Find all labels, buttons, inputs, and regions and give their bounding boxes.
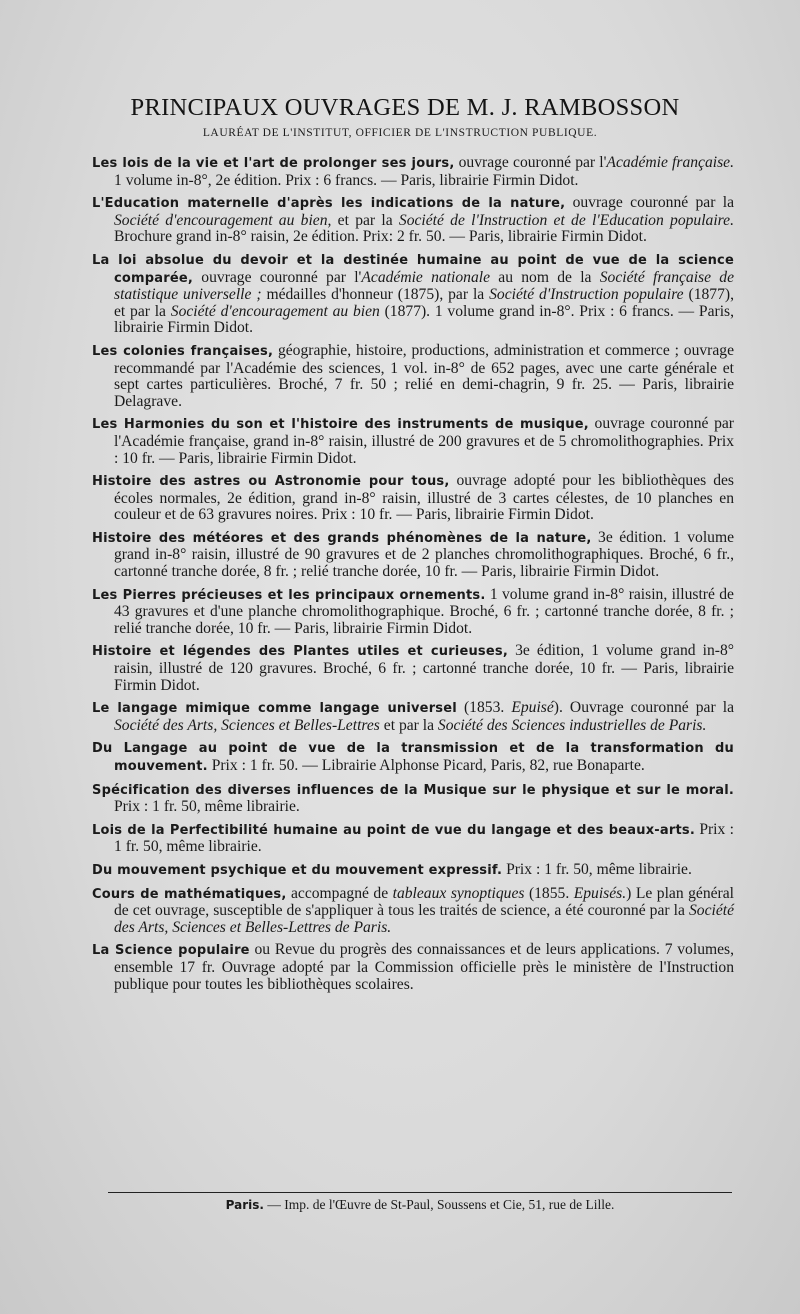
work-detail-italic: Société des Arts, Sciences et Belles-Lettres — [114, 716, 380, 734]
work-detail-italic: Académie nationale — [361, 268, 491, 286]
work-detail-italic: Société de l'Instruction et de l'Education populaire. — [398, 211, 734, 229]
work-detail: géographie, histoire, productions, administration et commerce ; ouvrage recommandé par l'Académie des sciences, 1 vol. in-8° de 652 pages, avec une carte générale et sept cartes particulières. Broché, 7 fr. 50 ; relié en demi-chagrin, 9 fr. 25. — Paris, librairie Delagrave. — [114, 341, 734, 410]
work-detail: 3e édition. 1 volume grand in-8° raisin, illustré de 90 gravures et de 2 planches chromolithographiques. Broché, 6 fr., cartonné tranche dorée, 8 fr. ; relié tranche dorée, 10 fr. — Paris, librairie Firmin Didot. — [114, 528, 735, 581]
work-detail-italic: Académie française. — [606, 154, 734, 171]
work-detail: Prix : 1 fr. 50, même librairie. — [502, 860, 692, 878]
work-detail-italic: tableaux synoptiques — [392, 884, 525, 902]
work-detail: ouvrage couronné par l'Académie française, grand in-8° raisin, illustré de 200 gravures et de 5 chromolithographies. Prix : 10 fr. — Paris, librairie Firmin Didot. — [114, 415, 734, 467]
work-entry — [92, 700, 734, 734]
work-detail: Prix : 1 fr. 50, même librairie. — [114, 798, 300, 816]
work-detail-italic: Société des Sciences industrielles de Paris. — [437, 716, 707, 734]
work-detail: ou Revue du progrès des connaissances et de leurs applications. 7 volumes, ensemble 17 fr. Ouvrage adopté par la Commission officielle près le ministère de l'Instruction publique pour toutes les bibliothèques scolaires. — [114, 941, 735, 993]
work-detail: au nom de la — [490, 268, 600, 286]
work-entry — [92, 530, 734, 581]
work-title: La Science populaire — [92, 943, 250, 959]
work-title: Les lois de la vie et l'art de prolonger ses jours, — [92, 156, 455, 171]
work-detail-italic: Epuisé — [511, 699, 554, 717]
work-entry — [92, 822, 734, 856]
work-entry — [92, 886, 734, 937]
work-entry — [92, 195, 734, 246]
imprint-city: Paris. — [225, 1198, 264, 1212]
work-detail: Brochure grand in-8° raisin, 2e édition. Prix: 2 fr. 50. — Paris, librairie Firmin Didot. — [114, 228, 647, 246]
work-title: Spécification des diverses influences de la Musique sur le physique et sur le moral. — [92, 782, 734, 798]
work-detail-italic: Société d'encouragement au bien, — [114, 211, 332, 229]
work-detail: ). Ouvrage couronné par la — [553, 699, 734, 717]
work-entry — [92, 416, 734, 467]
page-subtitle: LAURÉAT DE L'INSTITUT, OFFICIER DE L'INSTRUCTION PUBLIQUE. — [202, 127, 598, 139]
works-list — [92, 155, 734, 999]
work-entry — [92, 643, 734, 694]
work-entry — [92, 587, 734, 638]
work-title: Les Pierres précieuses et les principaux ornements. — [92, 587, 486, 603]
work-detail: (1877). 1 volume grand in-8°. Prix : 6 francs. — Paris, librairie Firmin Didot. — [114, 302, 734, 337]
work-detail: et par la — [331, 211, 399, 229]
work-title: Lois de la Perfectibilité humaine au point de vue du langage et des beaux-arts. — [92, 822, 695, 838]
work-detail-italic: Société d'encouragement au bien — [170, 302, 380, 320]
work-title: Du Langage au point de vue de la transmission et de la transformation du mouvement. — [92, 741, 734, 774]
work-detail: Prix : 1 fr. 50. — Librairie Alphonse Picard, Paris, 82, rue Bonaparte. — [207, 757, 645, 774]
work-entry — [92, 155, 734, 189]
work-detail: ouvrage couronné par l' — [193, 268, 362, 286]
work-title: Du mouvement psychique et du mouvement expressif. — [92, 862, 503, 878]
work-detail: ) Le plan général de cet ouvrage, susceptible de s'appliquer à tous les traités de science, a été couronné par la — [114, 884, 735, 920]
work-title: Le langage mimique comme langage universel — [92, 701, 457, 717]
work-detail: et par la — [379, 716, 438, 734]
work-entry — [92, 942, 734, 993]
work-detail: 3e édition, 1 volume grand in-8° raisin, illustré de 120 gravures. Broché, 6 fr. ; cartonné tranche dorée, 10 fr. — Paris, librairie Firmin Didot. — [114, 642, 734, 694]
work-detail: (1855. — [524, 884, 574, 902]
printer-imprint — [108, 1197, 732, 1213]
work-detail-italic: Epuisés. — [573, 884, 627, 902]
work-detail: accompagné de — [286, 884, 393, 902]
work-detail-italic: Société des Arts, Sciences et Belles-Lettres de Paris. — [114, 902, 734, 936]
work-detail: 1 volume in-8°, 2e édition. Prix : 6 francs. — Paris, librairie Firmin Didot. — [114, 171, 579, 189]
work-title: Les colonies françaises, — [92, 343, 274, 359]
work-title: Histoire des météores et des grands phénomènes de la nature, — [92, 530, 592, 546]
work-detail: ouvrage couronné par la — [565, 194, 734, 212]
work-detail: 1 volume grand in-8° raisin, illustré de 43 gravures et d'une planche chromolithographique. Broché, 6 fr. ; cartonné tranche dorée, 8 fr. ; relié tranche dorée, 10 fr. — Paris, librairie Firmin Didot. — [114, 585, 734, 637]
work-entry — [92, 740, 734, 775]
work-title: La loi absolue du devoir et la destinée humaine au point de vue de la science comparée, — [92, 252, 734, 286]
work-detail-italic: Société française de statistique universelle ; — [114, 268, 735, 304]
work-entry — [92, 862, 734, 880]
work-detail: ouvrage couronné par l' — [454, 154, 607, 171]
work-detail: (1877), et par la — [114, 286, 734, 320]
work-entry — [92, 343, 734, 410]
work-entry — [92, 473, 734, 524]
work-title: Histoire et légendes des Plantes utiles et curieuses, — [92, 644, 508, 660]
work-detail: Prix : 1 fr. 50, même librairie. — [114, 820, 735, 856]
work-detail-italic: Société d'Instruction populaire — [489, 286, 684, 304]
work-entry — [92, 252, 734, 337]
work-title: Cours de mathématiques, — [92, 886, 287, 902]
work-detail: ouvrage adopté pour les bibliothèques des écoles normales, 2e édition, grand in-8° raisin, illustré de 3 cartes célestes, de 10 planches en couleur et de 63 gravures noires. Prix : 10 fr. — Paris, librairie Firmin Didot. — [114, 472, 734, 524]
work-title: L'Education maternelle d'après les indications de la nature, — [92, 196, 566, 212]
imprint-text: — Imp. de l'Œuvre de St-Paul, Soussens et Cie, 51, rue de Lille. — [263, 1197, 615, 1212]
work-title: Les Harmonies du son et l'histoire des instruments de musique, — [92, 417, 589, 433]
work-entry — [92, 782, 734, 816]
footer-divider — [108, 1192, 732, 1193]
page-title: PRINCIPAUX OUVRAGES DE M. J. RAMBOSSON — [130, 94, 680, 121]
work-detail: (1853. — [456, 699, 512, 717]
work-title: Histoire des astres ou Astronomie pour tous, — [92, 474, 450, 490]
work-detail: médailles d'honneur (1875), par la — [261, 286, 490, 304]
